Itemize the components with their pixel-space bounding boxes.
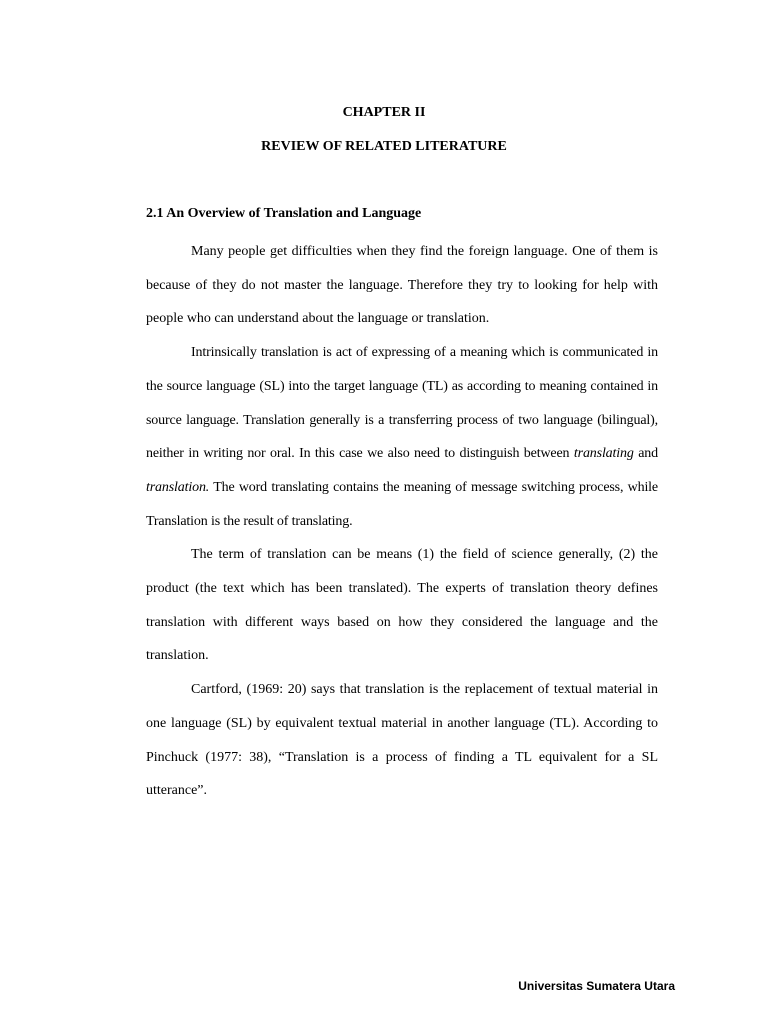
paragraph-2 bbox=[146, 336, 658, 538]
paragraph-2-part2: and bbox=[633, 446, 658, 462]
section-heading: 2.1 An Overview of Translation and Language bbox=[146, 206, 422, 221]
paragraph-3: The term of translation can be means (1) the field of science generally, (2) the product (the text which has been translated). The experts of translation theory defines translation with different ways based on how they considered the language and the translation. bbox=[146, 547, 658, 664]
chapter-label: CHAPTER II bbox=[342, 105, 426, 120]
emphasis-translation: translation. bbox=[146, 479, 210, 495]
paragraph-4: Cartford, (1969: 20) says that translation is the replacement of textual material in one language (SL) by equivalent textual material in another language (TL). According to Pinchuck (1977: 38), “Translation is a process of finding a TL equivalent for a SL utterance”. bbox=[146, 682, 658, 799]
paragraph-2-part3: The word translating contains the meaning of message switching process, while Translation is the result of translating. bbox=[146, 479, 658, 529]
footer-university: Universitas Sumatera Utara bbox=[518, 979, 675, 993]
paragraph-2-part1: Intrinsically translation is act of expressing of a meaning which is communicated in the source language (SL) into the target language (TL) as according to meaning contained in source language. Translation generally is a transferring process of two language (bilingual), neither in writing nor oral. In this case we also need to distinguish between bbox=[146, 345, 658, 462]
chapter-title: REVIEW OF RELATED LITERATURE bbox=[261, 139, 507, 154]
body-text bbox=[146, 235, 658, 808]
emphasis-translating: translating bbox=[573, 446, 634, 462]
paragraph-1: Many people get difficulties when they find the foreign language. One of them is because of they do not master the language. Therefore they try to looking for help with people who can understand about the language or translation. bbox=[146, 244, 658, 327]
